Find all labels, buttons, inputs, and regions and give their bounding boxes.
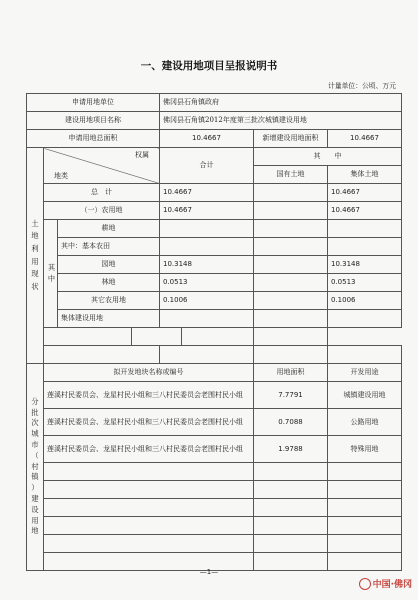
nongyong-guoyou — [254, 202, 328, 220]
batch-use-header: 开发用途 — [328, 364, 402, 382]
yuandi-heji: 10.3148 — [160, 256, 254, 274]
qizhong-side-label: 其中 — [44, 220, 58, 328]
batch-empty-row — [27, 463, 402, 481]
jiben-guoyou — [254, 238, 328, 256]
quanshu-dilei-header: 权属 地类 — [44, 148, 160, 184]
page-number: —1— — [199, 568, 219, 576]
batch-side-label: 分批次城市（村镇）建设用地 — [27, 364, 44, 571]
applicant-row — [27, 94, 402, 112]
gengdi-label: 耕地 — [58, 220, 160, 238]
plot-area: 7.7791 — [254, 382, 328, 409]
document-title: 一、建设用地项目呈报说明书 — [140, 60, 278, 72]
zongji-jiti: 10.4667 — [328, 184, 402, 202]
new-area-value: 10.4667 — [328, 130, 402, 148]
qita-row — [27, 292, 402, 310]
land-header-row-1 — [27, 148, 402, 166]
zongji-label: 总 计 — [44, 184, 160, 202]
applicant-label: 申请用地单位 — [27, 94, 160, 112]
nongyong-label: （一）农用地 — [44, 202, 160, 220]
project-form-table — [26, 93, 402, 571]
batch-empty-row — [27, 481, 402, 499]
lindi-label: 林地 — [58, 274, 160, 292]
nongyong-heji: 10.4667 — [160, 202, 254, 220]
qita-guoyou — [254, 292, 328, 310]
watermark-logo-icon — [359, 578, 371, 590]
plot-name: 莲溪村民委员会、龙星村民小组和三八村民委员会老围村民小组 — [44, 436, 254, 463]
jiti-jianshe-guoyou — [254, 310, 328, 328]
yuandi-row — [27, 256, 402, 274]
batch-empty-row — [27, 499, 402, 517]
plot-row — [27, 382, 402, 409]
batch-area-header: 用地面积 — [254, 364, 328, 382]
area-row — [27, 130, 402, 148]
zongji-row — [27, 184, 402, 202]
yuandi-guoyou — [254, 256, 328, 274]
watermark-text: 中国·佛冈 — [372, 579, 412, 590]
jiti-jianshe-label: 集体建设用地 — [58, 310, 160, 328]
gengdi-row — [27, 220, 402, 238]
project-name-value: 佛冈县石角镇2012年度第三批次城镇建设用地 — [160, 112, 402, 130]
qita-heji: 0.1006 — [160, 292, 254, 310]
batch-empty-row — [27, 517, 402, 535]
gengdi-jiti — [328, 220, 402, 238]
gengdi-guoyou — [254, 220, 328, 238]
lindi-row — [27, 274, 402, 292]
qita-label: 其它农用地 — [58, 292, 160, 310]
jiben-label: 其中：基本农田 — [58, 238, 160, 256]
lindi-jiti: 0.0513 — [328, 274, 402, 292]
land-use-side-label: 土地利用现状 — [27, 148, 44, 364]
project-name-row — [27, 112, 402, 130]
land-empty-row — [27, 328, 402, 346]
plot-row — [27, 436, 402, 463]
project-name-label: 建设用地项目名称 — [27, 112, 160, 130]
total-area-label: 申请用地总面积 — [27, 130, 160, 148]
total-area-value: 10.4667 — [160, 130, 254, 148]
batch-empty-row — [27, 535, 402, 553]
plot-use: 特殊用地 — [328, 436, 402, 463]
nongyong-row — [27, 202, 402, 220]
guoyou-header: 国有土地 — [254, 166, 328, 184]
new-area-label: 新增建设用地面积 — [254, 130, 328, 148]
qita-jiti: 0.1006 — [328, 292, 402, 310]
jiti-jianshe-jiti — [328, 310, 402, 328]
plot-row — [27, 409, 402, 436]
plot-use: 公路用地 — [328, 409, 402, 436]
jiti-header: 集体土地 — [328, 166, 402, 184]
yuandi-label: 园地 — [58, 256, 160, 274]
batch-name-header: 拟开发地块名称或编号 — [44, 364, 254, 382]
lindi-heji: 0.0513 — [160, 274, 254, 292]
batch-header-row — [27, 364, 402, 382]
plot-use: 城镇建设用地 — [328, 382, 402, 409]
plot-name: 莲溪村民委员会、龙星村民小组和三八村民委员会老围村民小组 — [44, 409, 254, 436]
unit-note: 计量单位：公顷、万元 — [328, 82, 396, 90]
site-watermark — [359, 577, 412, 591]
plot-area: 0.7088 — [254, 409, 328, 436]
zongji-heji: 10.4667 — [160, 184, 254, 202]
jiben-heji — [160, 238, 254, 256]
zongji-guoyou — [254, 184, 328, 202]
heji-header: 合计 — [160, 148, 254, 184]
land-empty-row — [27, 346, 402, 364]
yuandi-jiti: 10.3148 — [328, 256, 402, 274]
plot-name: 莲溪村民委员会、龙星村民小组和三八村民委员会老围村民小组 — [44, 382, 254, 409]
qizhong-header: 其 中 — [254, 148, 402, 166]
plot-area: 1.9788 — [254, 436, 328, 463]
jiti-jianshe-row — [27, 310, 402, 328]
jiti-jianshe-heji — [160, 310, 254, 328]
jiben-row — [27, 238, 402, 256]
lindi-guoyou — [254, 274, 328, 292]
applicant-value: 佛冈县石角镇政府 — [160, 94, 402, 112]
gengdi-heji — [160, 220, 254, 238]
nongyong-jiti: 10.4667 — [328, 202, 402, 220]
jiben-jiti — [328, 238, 402, 256]
